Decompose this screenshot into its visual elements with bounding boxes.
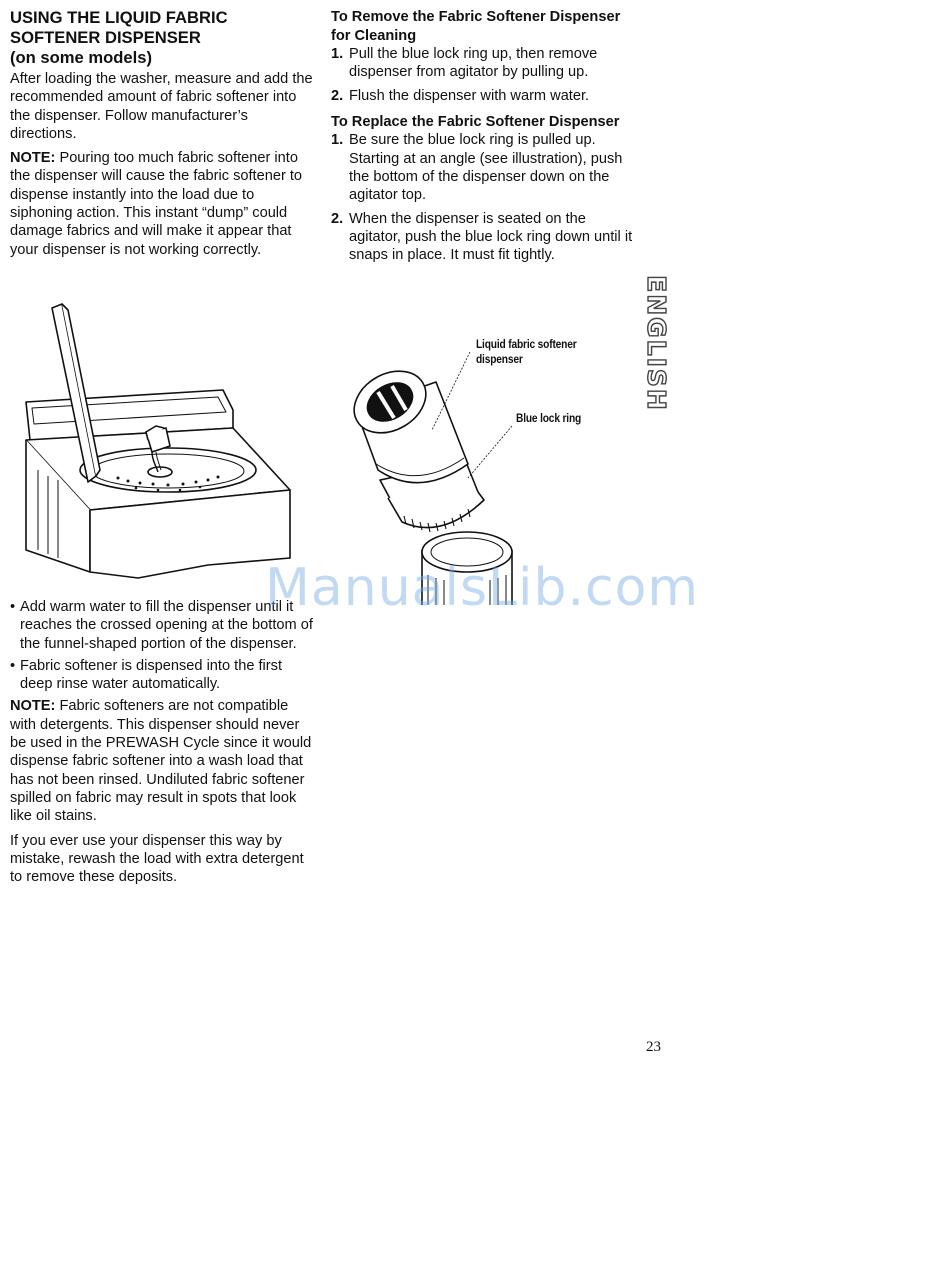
title-line-1: USING THE LIQUID FABRIC — [10, 8, 228, 27]
left-column-lower — [10, 598, 315, 892]
replace-steps — [331, 131, 636, 264]
title-line-2: SOFTENER DISPENSER — [10, 28, 201, 47]
language-label: ENGLISH — [641, 274, 671, 412]
note-paragraph-1 — [10, 149, 315, 259]
bullet-item: • Fabric softener is dispensed into the first deep rinse water automatically. — [10, 657, 315, 694]
washer-illustration — [18, 300, 298, 585]
callout-dispenser-line-1: Liquid fabric softener — [476, 337, 577, 351]
note-text-2: Fabric softeners are not compatible with detergents. This dispenser should never be used in the PREWASH Cycle since it would dispense fabric softener into a wash load that has not been rinsed. Undiluted fabric softener spilled on fabric may result in spots that look like oil stains. — [10, 698, 312, 825]
replace-heading: To Replace the Fabric Softener Dispenser — [331, 113, 620, 130]
remove-heading: To Remove the Fabric Softener Dispenser for Cleaning — [331, 9, 621, 44]
page-number: 23 — [646, 1039, 661, 1055]
step-text: When the dispenser is seated on the agitator, push the blue lock ring down until it snaps in place. It must fit tightly. — [349, 210, 633, 264]
bullet-item: • Add warm water to fill the dispenser until it reaches the crossed opening at the bottom of the funnel-shaped portion of the dispenser. — [10, 598, 315, 653]
closing-paragraph: If you ever use your dispenser this way by mistake, rewash the load with extra detergent to remove these deposits. — [10, 832, 304, 886]
right-column — [331, 8, 636, 272]
note-label-1: NOTE: — [10, 150, 56, 167]
callout-dispenser — [476, 337, 577, 367]
title-line-3: (on some models) — [10, 48, 152, 67]
left-column — [10, 8, 315, 265]
step-text: Pull the blue lock ring up, then remove dispenser from agitator by pulling up. — [349, 46, 598, 81]
step-number: 2. — [331, 210, 344, 227]
replace-step — [331, 131, 636, 204]
step-number: 2. — [331, 87, 344, 104]
step-text: Flush the dispenser with warm water. — [349, 87, 590, 104]
remove-step — [331, 87, 636, 105]
replace-step — [331, 210, 636, 265]
step-text: Be sure the blue lock ring is pulled up. Starting at an angle (see illustration), push the bottom of the dispenser down on the agitator top. — [349, 132, 623, 204]
step-number: 1. — [331, 132, 344, 149]
remove-step — [331, 45, 636, 82]
step-number: 1. — [331, 46, 344, 62]
language-side-tab — [641, 262, 671, 424]
note-text-1: Pouring too much fabric softener into the dispenser will cause the fabric softener to dispense instantly into the load due to siphoning action. This instant “dump” could damage fabrics and will make it appear that your dispenser is not working correctly. — [10, 150, 303, 258]
watermark: ManualsLib.com — [265, 558, 700, 618]
section-title — [10, 8, 315, 68]
callout-lock-ring: Blue lock ring — [516, 411, 582, 425]
callout-dispenser-line-2: dispenser — [476, 352, 523, 366]
intro-paragraph: After loading the washer, measure and add the recommended amount of fabric softener into the dispenser. Follow manufacturer’s directions. — [10, 71, 313, 142]
note-label-2: NOTE: — [10, 698, 56, 715]
remove-steps — [331, 45, 636, 105]
note-paragraph-2 — [10, 697, 315, 825]
